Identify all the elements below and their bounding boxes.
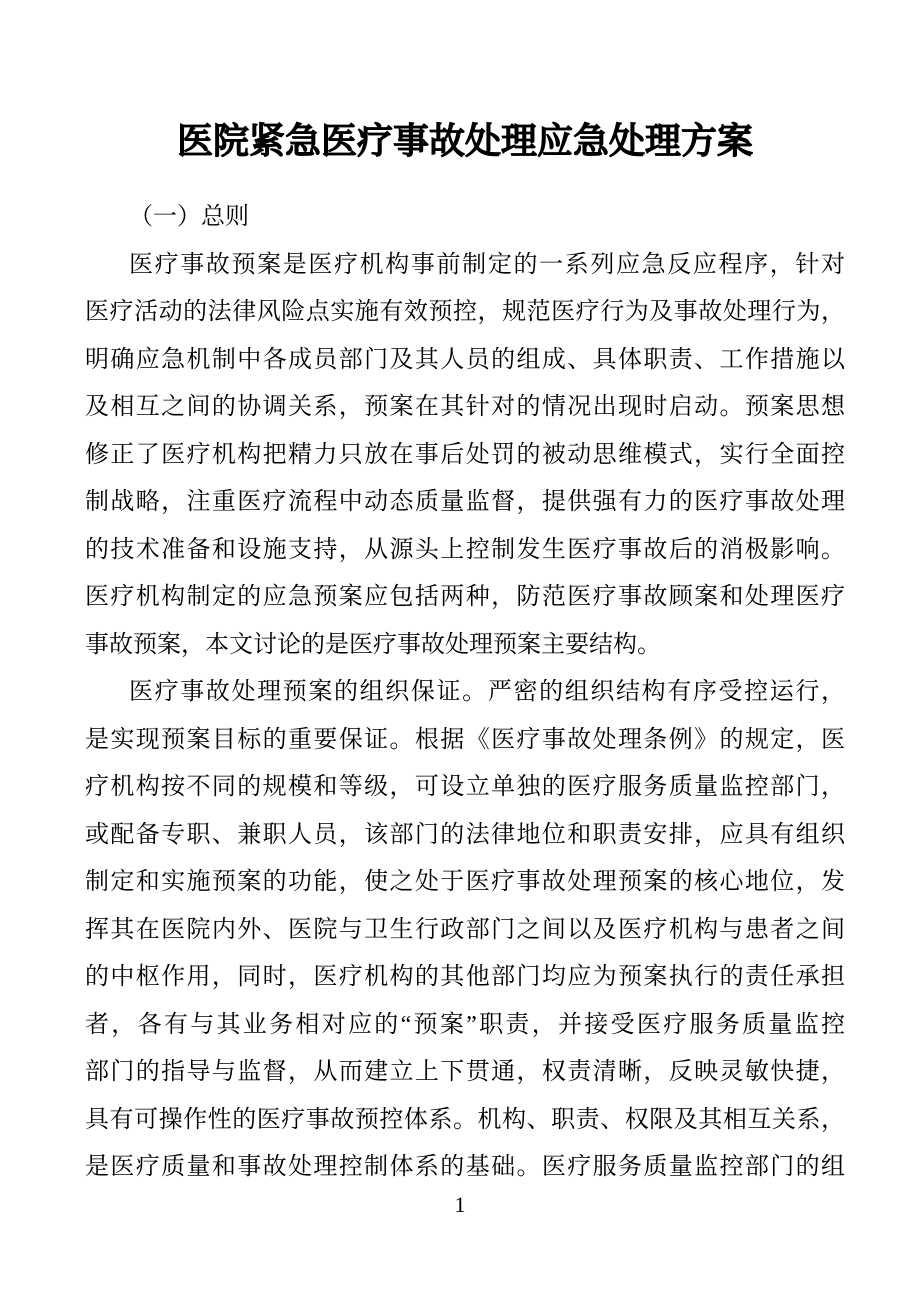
- text-line: 的中枢作用，同时，医疗机构的其他部门均应为预案执行的责任承担: [85, 964, 845, 990]
- text-line: 的技术准备和设施支持，从源头上控制发生医疗事故后的消极影响。: [85, 536, 845, 563]
- section-heading: （一）总则: [129, 204, 249, 230]
- text-line: 疗机构按不同的规模和等级，可设立单独的医疗服务质量监控部门，: [85, 774, 845, 800]
- text-line: 修正了医疗机构把精力只放在事后处罚的被动思维模式，实行全面控: [85, 441, 845, 468]
- text-line: 及相互之间的协调关系，预案在其针对的情况出现时启动。预案思想: [85, 394, 845, 420]
- text-line: 事故预案，本文讨论的是医疗事故处理预案主要结构。: [85, 631, 661, 658]
- text-line: 明确应急机制中各成员部门及其人员的组成、具体职责、工作措施以: [85, 346, 845, 373]
- text-line: 医疗事故处理预案的组织保证。严密的组织结构有序受控运行，: [129, 679, 845, 705]
- text-line: 挥其在医院内外、医院与卫生行政部门之间以及医疗机构与患者之间: [85, 916, 845, 943]
- text-line: 是医疗质量和事故处理控制体系的基础。医疗服务质量监控部门的组: [85, 1154, 845, 1180]
- document-body: [85, 242, 845, 1192]
- text-line: 具有可操作性的医疗事故预控体系。机构、职责、权限及其相互关系，: [85, 1106, 845, 1133]
- text-column: [85, 0, 845, 1192]
- text-line: 医疗机构制定的应急预案应包括两种，防范医疗事故顾案和处理医疗: [85, 584, 845, 610]
- page-number: 1: [454, 1192, 466, 1217]
- text-line: 或配备专职、兼职人员，该部门的法律地位和职责安排，应具有组织: [85, 821, 845, 848]
- text-line: 制定和实施预案的功能，使之处于医疗事故处理预案的核心地位，发: [85, 869, 845, 895]
- document-title: 医院紧急医疗事故处理应急处理方案: [176, 120, 753, 161]
- text-line: 是实现预案目标的重要保证。根据《医疗事故处理条例》的规定，医: [85, 726, 845, 753]
- text-line: 者，各有与其业务相对应的“预案”职责，并接受医疗服务质量监控: [85, 1011, 845, 1038]
- text-line: 部门的指导与监督，从而建立上下贯通，权责清晰，反映灵敏快捷，: [85, 1059, 845, 1085]
- text-line: 医疗活动的法律风险点实施有效预控，规范医疗行为及事故处理行为，: [85, 299, 845, 325]
- text-line: 制战略，注重医疗流程中动态质量监督，提供强有力的医疗事故处理: [85, 489, 845, 515]
- text-line: 医疗事故预案是医疗机构事前制定的一系列应急反应程序，针对: [129, 251, 845, 278]
